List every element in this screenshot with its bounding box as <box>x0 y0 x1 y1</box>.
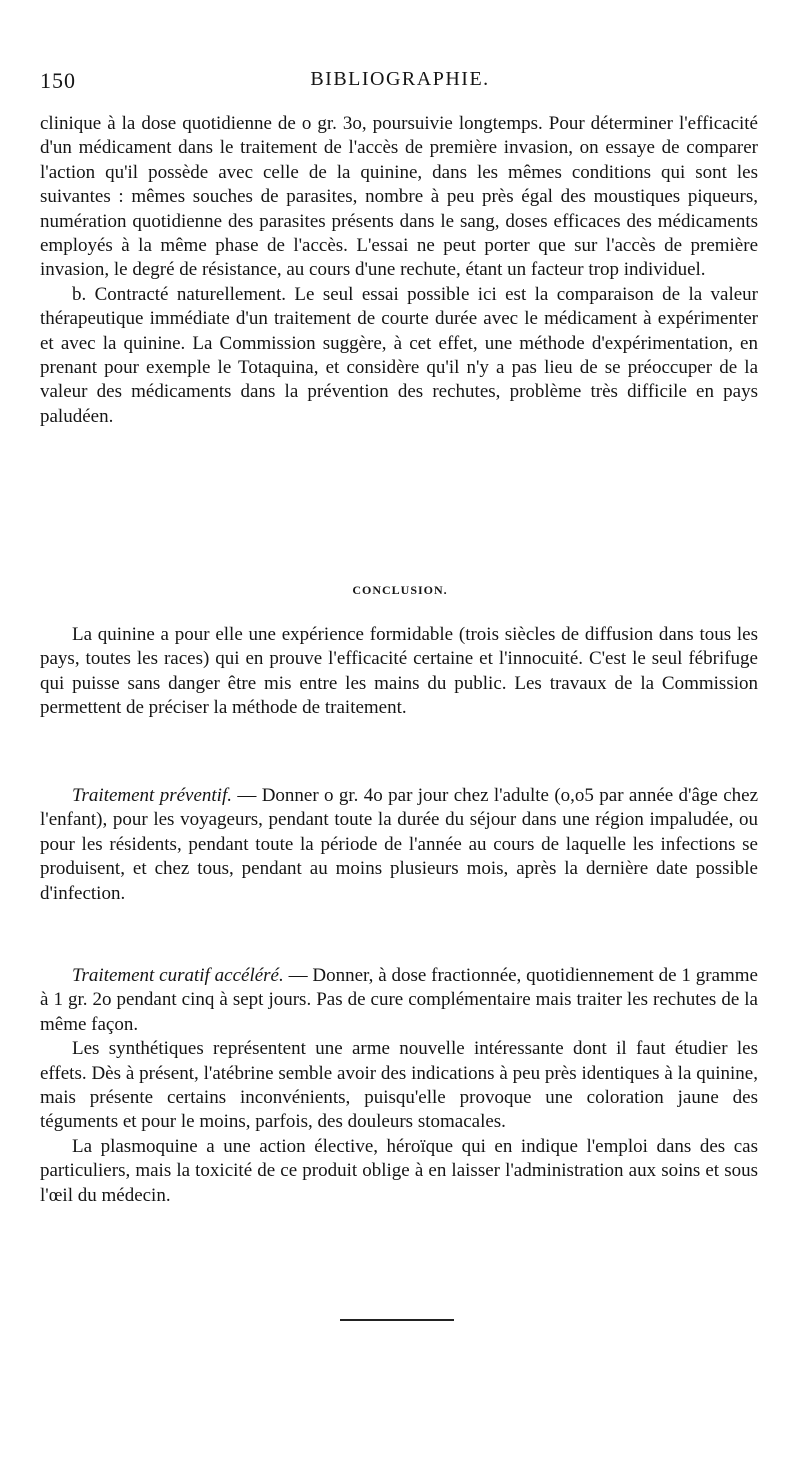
text-block-curative <box>40 964 758 1208</box>
text-block-quinine <box>40 623 758 721</box>
preventive-treatment-title: Traitement préventif. <box>72 785 232 806</box>
paragraph-curative-treatment <box>40 964 758 1037</box>
preventive-treatment-text: — Donner o gr. 4o par jour chez l'adulte (o,o5 par année d'âge chez l'enfant), pour les voyageurs, pendant toute la durée du séjour dans une région impaludée, ou pour les résidents, pendant toute la période de l'année au cours de laquelle les infections se produisent, et chez tous, pendant au moins plusieurs mois, après la dernière date possible d'infection. <box>40 785 758 904</box>
curative-treatment-title: Traitement curatif accéléré. <box>72 965 284 986</box>
page-header <box>40 68 760 98</box>
text-block-methodology <box>40 112 758 429</box>
text-block-preventive <box>40 784 758 906</box>
paragraph-natural-contraction: b. Contracté naturellement. Le seul essai possible ici est la comparaison de la valeur thérapeutique immédiate d'un traitement de courte durée avec le médicament à expérimenter et avec la quinine. La Commission suggère, à cet effet, une méthode d'expérimentation, en prenant pour exemple le Totaquina, et considère qu'il n'y a pas lieu de se préoccuper de la valeur des médicaments dans la prévention des rechutes, problème très difficile en pays paludéen. <box>40 283 758 427</box>
paragraph-first-invasion: clinique à la dose quotidienne de o gr. 3o, poursuivie longtemps. Pour déterminer l'efficacité d'un médicament dans le traitement de l'accès de première invasion, on essaye de comparer l'action qu'il possède avec celle de la quinine, dans les mêmes conditions qui sont les suivantes : mêmes souches de parasites, nombre à peu près égal des moustiques piqueurs, numération quotidienne des parasites présents dans le sang, doses efficaces des médicaments employés à la même phase de l'accès. L'essai ne peut porter que sur l'accès de première invasion, le degré de résistance, au cours d'une rechute, étant un facteur trop individuel. <box>40 113 758 281</box>
paragraph-preventive-treatment <box>40 784 758 906</box>
closing-rule <box>340 1319 454 1321</box>
paragraph-plasmoquine: La plasmoquine a une action élective, héroïque qui en indique l'emploi dans des cas particuliers, mais la toxicité de ce produit oblige à en laisser l'administration aux soins et sous l'œil du médecin. <box>40 1135 758 1206</box>
paragraph-quinine: La quinine a pour elle une expérience formidable (trois siècles de diffusion dans tous les pays, toutes les races) qui en prouve l'efficacité certaine et l'innocuité. C'est le seul fébrifuge qui puisse sans danger être mis entre les mains du public. Les travaux de la Commission permettent de préciser la méthode de traitement. <box>40 624 758 719</box>
curative-treatment-text: — Donner, à dose fractionnée, quotidiennement de 1 gramme à 1 gr. 2o pendant cinq à sept jours. Pas de cure complémentaire mais traiter les rechutes de la même façon. <box>40 965 758 1035</box>
running-title: BIBLIOGRAPHIE. <box>310 68 490 90</box>
paragraph-synthetics: Les synthétiques représentent une arme nouvelle intéressante dont il faut étudier les effets. Dès à présent, l'atébrine semble avoir des indications à peu près identiques à la quinine, mais présente certains inconvénients, puisqu'elle provoque une coloration jaune des téguments et pour le moins, parfois, des douleurs stomacales. <box>40 1038 758 1133</box>
page-number: 150 <box>40 68 76 93</box>
conclusion-heading: CONCLUSION. <box>352 583 448 597</box>
